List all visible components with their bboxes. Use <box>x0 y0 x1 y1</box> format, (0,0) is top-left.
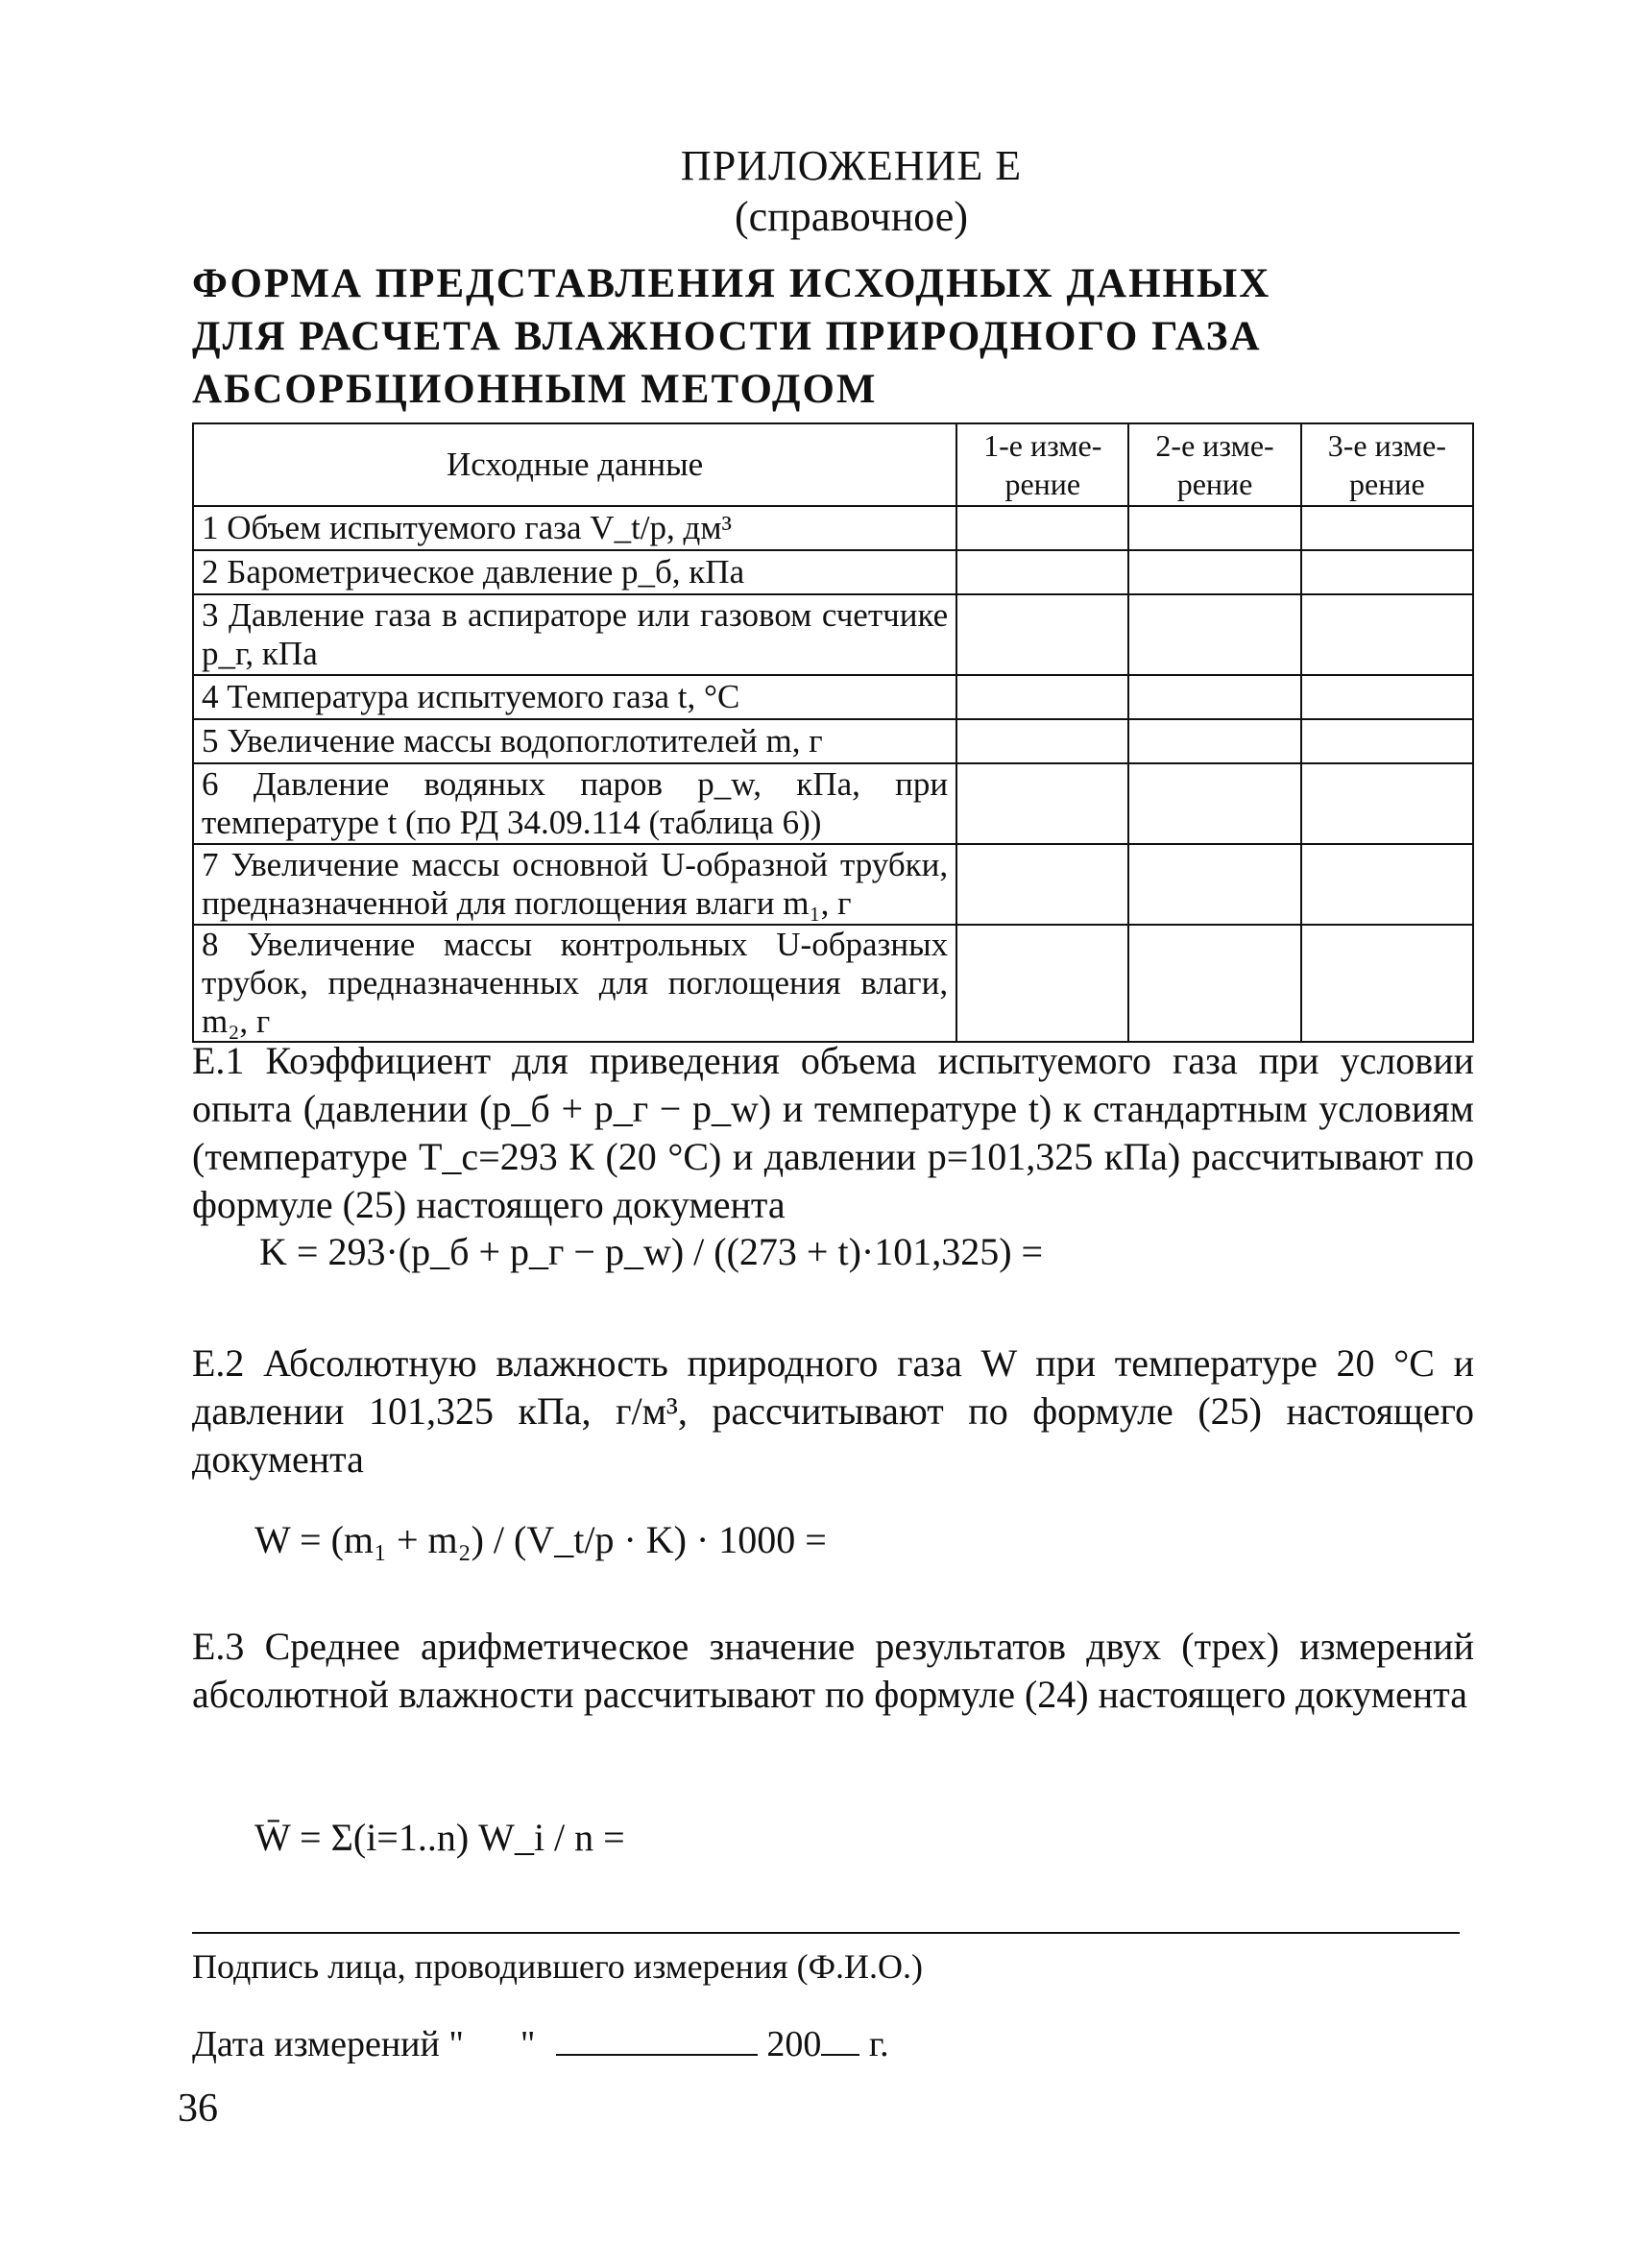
table-row <box>193 925 1473 1042</box>
table-head-measurement-2: 2-е изме-рение <box>1128 423 1300 506</box>
paragraph-e1: Е.1 Коэффициент для приведения объема испытуемого газа при условии опыта (давлении (p_б + p_г − p_w) и температуре t) к стандартным условиям (температуре T_c=293 К (20 °С) и давлении p=101,325 кПа) рассчитывают по формуле (25) настоящего документа <box>192 1039 1474 1226</box>
date-quote-close: " <box>520 2024 536 2064</box>
paragraph-e3: Е.3 Среднее арифметическое значение результатов двух (трех) измерений абсолютной влажности рассчитывают по формуле (24) настоящего документа <box>192 1625 1474 1716</box>
cell-blank[interactable] <box>956 844 1128 925</box>
cell-blank[interactable] <box>1301 594 1473 675</box>
cell-blank[interactable] <box>1128 675 1300 719</box>
form-title-line-3: АБСОРБЦИОННЫМ МЕТОДОМ <box>192 367 878 412</box>
cell-blank[interactable] <box>956 594 1128 675</box>
row-label-control-tubes-mass: 8 Увеличение массы контрольных U-образных трубок, предназначенных для поглощения влаги, m₂, г <box>193 925 956 1042</box>
signature-caption: Подпись лица, проводившего измерения (Ф.И.О.) <box>192 1947 924 1986</box>
form-title-line-1: ФОРМА ПРЕДСТАВЛЕНИЯ ИСХОДНЫХ ДАННЫХ <box>192 261 1271 306</box>
formula-w <box>254 1517 827 1563</box>
input-data-table <box>192 422 1474 1043</box>
table-row <box>193 763 1473 844</box>
cell-blank[interactable] <box>1128 719 1300 763</box>
cell-blank[interactable] <box>956 550 1128 594</box>
row-label-vapor-pressure: 6 Давление водяных паров p_w, кПа, при температуре t (по РД 34.09.114 (таблица 6)) <box>193 763 956 844</box>
table-row <box>193 506 1473 550</box>
row-label-temperature: 4 Температура испытуемого газа t, °С <box>193 675 956 719</box>
cell-blank[interactable] <box>1128 763 1300 844</box>
cell-blank[interactable] <box>956 719 1128 763</box>
cell-blank[interactable] <box>1301 550 1473 594</box>
row-label-gas-pressure: 3 Давление газа в аспираторе или газовом счетчике p_г, кПа <box>193 594 956 675</box>
table-row <box>193 675 1473 719</box>
form-title-line-2: ДЛЯ РАСЧЕТА ВЛАЖНОСТИ ПРИРОДНОГО ГАЗА <box>192 314 1262 359</box>
row-label-barometric-pressure: 2 Барометрическое давление p_б, кПа <box>193 550 956 594</box>
cell-blank[interactable] <box>1128 550 1300 594</box>
formula-w-text: W = (m₁ + m₂) / (V_t/p · K) · 1000 = <box>254 1518 827 1561</box>
cell-blank[interactable] <box>1301 844 1473 925</box>
appendix-heading: ПРИЛОЖЕНИЕ Е <box>680 142 1023 189</box>
cell-blank[interactable] <box>1128 925 1300 1042</box>
year-prefix: 200 <box>766 2024 822 2064</box>
cell-blank[interactable] <box>1301 675 1473 719</box>
date-line <box>192 2021 889 2067</box>
table-head-source-data: Исходные данные <box>193 423 956 506</box>
formula-w-mean <box>254 1815 625 1861</box>
paragraph-e2: Е.2 Абсолютную влажность природного газа W при температуре 20 °С и давлении 101,325 кПа, г/м³, рассчитывают по формуле (25) настоящего документа <box>192 1341 1474 1481</box>
cell-blank[interactable] <box>956 675 1128 719</box>
year-suffix: г. <box>868 2024 889 2064</box>
signature-line <box>192 1932 1460 1934</box>
cell-blank[interactable] <box>1301 506 1473 550</box>
table-header-row <box>193 423 1473 506</box>
form-title <box>192 257 1498 416</box>
row-label-volume: 1 Объем испытуемого газа V_t/p, дм³ <box>193 506 956 550</box>
cell-blank[interactable] <box>1128 844 1300 925</box>
cell-blank[interactable] <box>1301 763 1473 844</box>
row-label-main-tube-mass: 7 Увеличение массы основной U-образной трубки, предназначенной для поглощения влаги m₁, г <box>193 844 956 925</box>
table-row <box>193 844 1473 925</box>
cell-blank[interactable] <box>956 506 1128 550</box>
table-head-measurement-3: 3-е изме-рение <box>1301 423 1473 506</box>
year-blank[interactable] <box>821 2021 859 2056</box>
cell-blank[interactable] <box>1128 506 1300 550</box>
table-head-measurement-1: 1-е изме-рение <box>956 423 1128 506</box>
formula-k <box>259 1229 1043 1275</box>
cell-blank[interactable] <box>956 925 1128 1042</box>
formula-w-mean-text: W̄ = Σ(i=1..n) W_i / n = <box>254 1816 625 1859</box>
row-label-mass-increase: 5 Увеличение массы водопоглотителей m, г <box>193 719 956 763</box>
table-row <box>193 719 1473 763</box>
cell-blank[interactable] <box>1128 594 1300 675</box>
table-row <box>193 550 1473 594</box>
cell-blank[interactable] <box>1301 719 1473 763</box>
formula-k-text: K = 293·(p_б + p_г − p_w) / ((273 + t)·101,325) = <box>259 1230 1044 1273</box>
date-month-blank[interactable] <box>556 2021 758 2056</box>
appendix-type: (справочное) <box>735 193 968 240</box>
date-label: Дата измерений " <box>192 2024 464 2064</box>
cell-blank[interactable] <box>1301 925 1473 1042</box>
table-row <box>193 594 1473 675</box>
page-number: 36 <box>178 2087 218 2131</box>
cell-blank[interactable] <box>956 763 1128 844</box>
